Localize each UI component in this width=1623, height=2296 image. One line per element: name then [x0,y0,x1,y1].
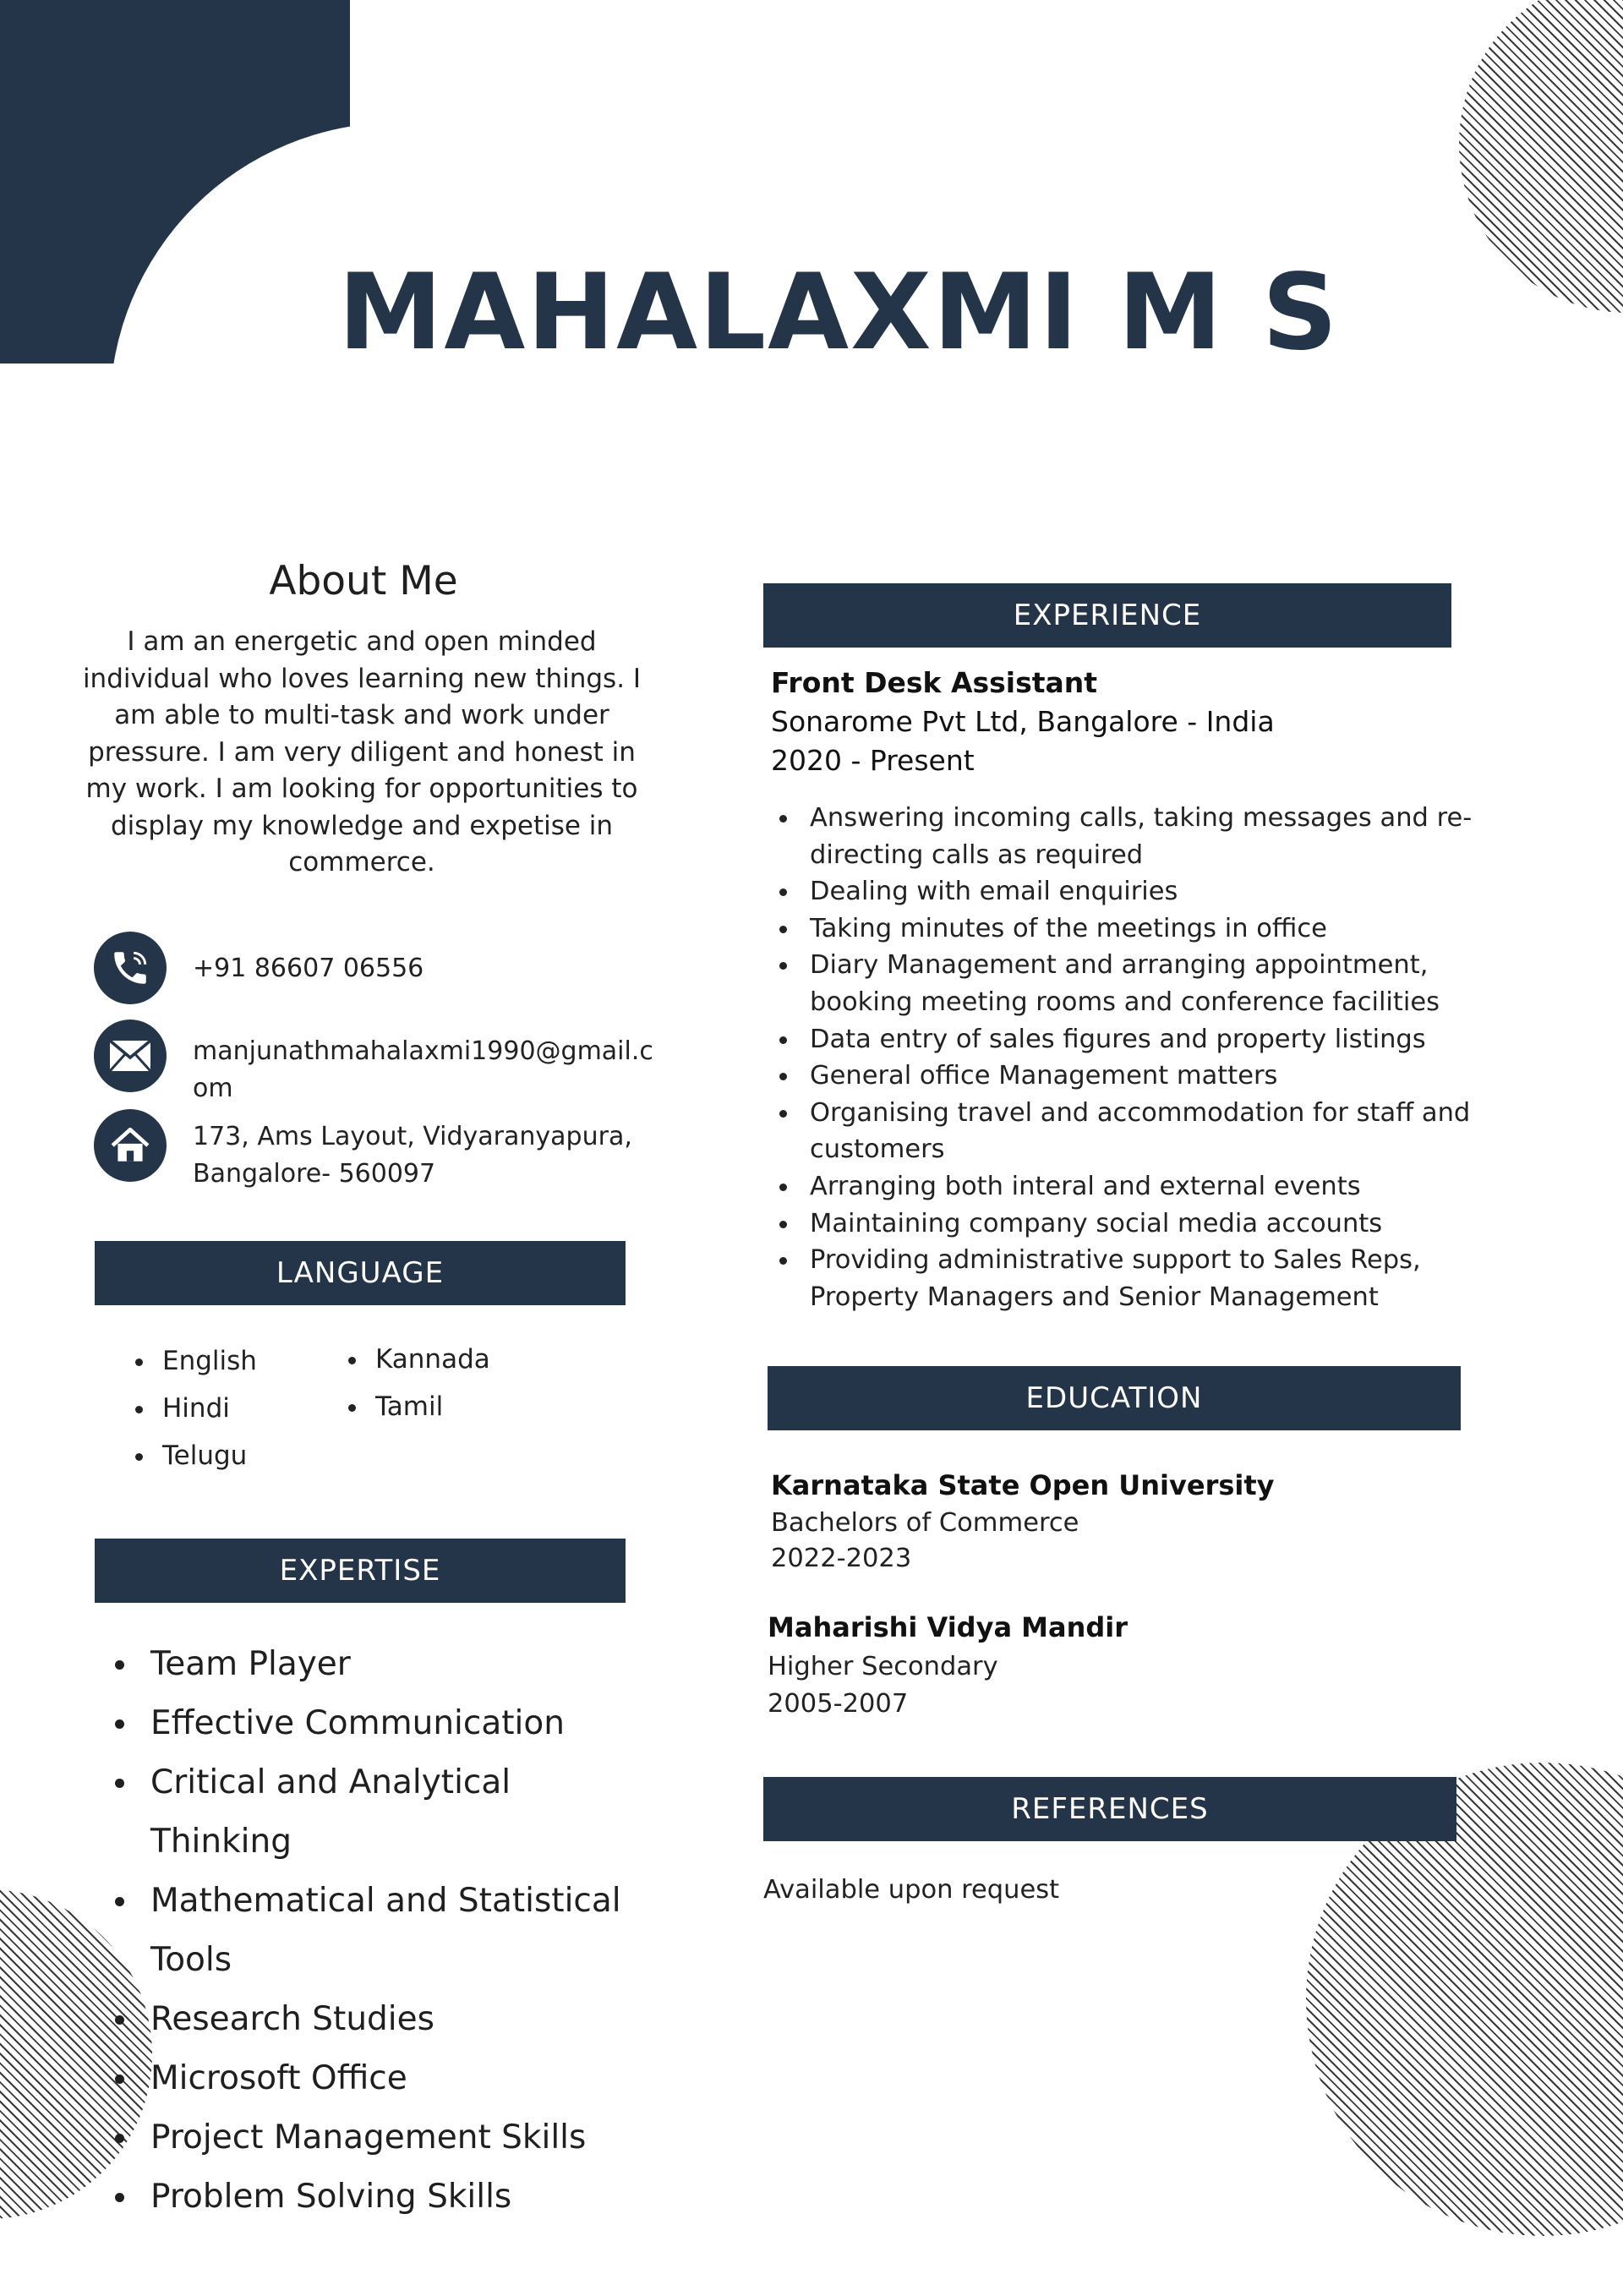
expertise-item: Problem Solving Skills [112,2168,653,2227]
duties-list [771,800,1473,1315]
duty-item: Diary Management and arranging appointment, booking meeting rooms and conference facilities [771,947,1473,1020]
envelope-icon [94,1020,167,1092]
expertise-item: Team Player [112,1635,653,1694]
experience-heading: EXPERIENCE [763,583,1451,648]
references-heading: REFERENCES [763,1777,1456,1841]
duty-item: Answering incoming calls, taking messages and re-directing calls as required [771,800,1473,873]
job-company: Sonarome Pvt Ltd, Bangalore - India [771,705,1275,738]
email-address[interactable]: manjunathmahalaxmi1990@gmail.com [193,1036,653,1103]
expertise-item: Project Management Skills [112,2108,653,2168]
duty-item: Maintaining company social media accounts [771,1205,1473,1243]
edu-school: Karnataka State Open University [771,1469,1275,1501]
language-item: Tamil [342,1383,490,1430]
address-line-1: 173, Ams Layout, Vidyaranyapura, [193,1122,632,1151]
language-item: Hindi [128,1385,257,1432]
duty-item: Arranging both interal and external events [771,1168,1473,1205]
about-heading: About Me [269,558,458,604]
address-line-2: Bangalore- 560097 [193,1159,436,1189]
edu-degree: Higher Secondary [768,1652,998,1681]
edu-years: 2005-2007 [768,1689,909,1719]
education-heading: EDUCATION [768,1366,1461,1430]
language-item: Telugu [128,1432,257,1479]
expertise-list [112,1635,653,2227]
language-list-col2 [342,1336,490,1430]
job-title: Front Desk Assistant [771,666,1098,699]
duty-item: Organising travel and accommodation for staff and customers [771,1095,1473,1168]
about-text: I am an energetic and open minded individual who loves learning new things. I am able to multi-task and work under pressure. I am very diligent and honest in my work. I am looking for opportunities to display my knowledge and expetise in commerce. [82,626,642,877]
duty-item: Providing administrative support to Sales Reps, Property Managers and Senior Management [771,1242,1473,1315]
language-list-col1 [128,1337,257,1479]
duty-item: General office Management matters [771,1058,1473,1095]
edu-school: Maharishi Vidya Mandir [768,1611,1128,1643]
edu-years: 2022-2023 [771,1544,912,1573]
expertise-item: Critical and Analytical Thinking [112,1753,539,1872]
expertise-item: Microsoft Office [112,2049,653,2108]
language-item: English [128,1337,257,1385]
edu-degree: Bachelors of Commerce [771,1508,1079,1538]
duty-item: Data entry of sales figures and property listings [771,1021,1473,1058]
job-dates: 2020 - Present [771,744,975,777]
language-item: Kannada [342,1336,490,1383]
references-text: Available upon request [763,1875,1060,1905]
expertise-item: Effective Communication [112,1694,653,1753]
corner-decoration [0,0,350,364]
duty-item: Taking minutes of the meetings in office [771,910,1473,948]
duty-item: Dealing with email enquiries [771,873,1473,910]
phone-icon [94,932,167,1004]
expertise-item: Research Studies [112,1990,653,2049]
expertise-heading: EXPERTISE [95,1539,626,1603]
home-icon [94,1109,167,1182]
page-title: MAHALAXMI M S [338,252,1340,374]
hatch-circle-top-right [1459,0,1623,313]
phone-number[interactable]: +91 86607 06556 [193,954,424,983]
language-heading: LANGUAGE [95,1241,626,1305]
expertise-item: Mathematical and Statistical Tools [112,1872,624,1990]
